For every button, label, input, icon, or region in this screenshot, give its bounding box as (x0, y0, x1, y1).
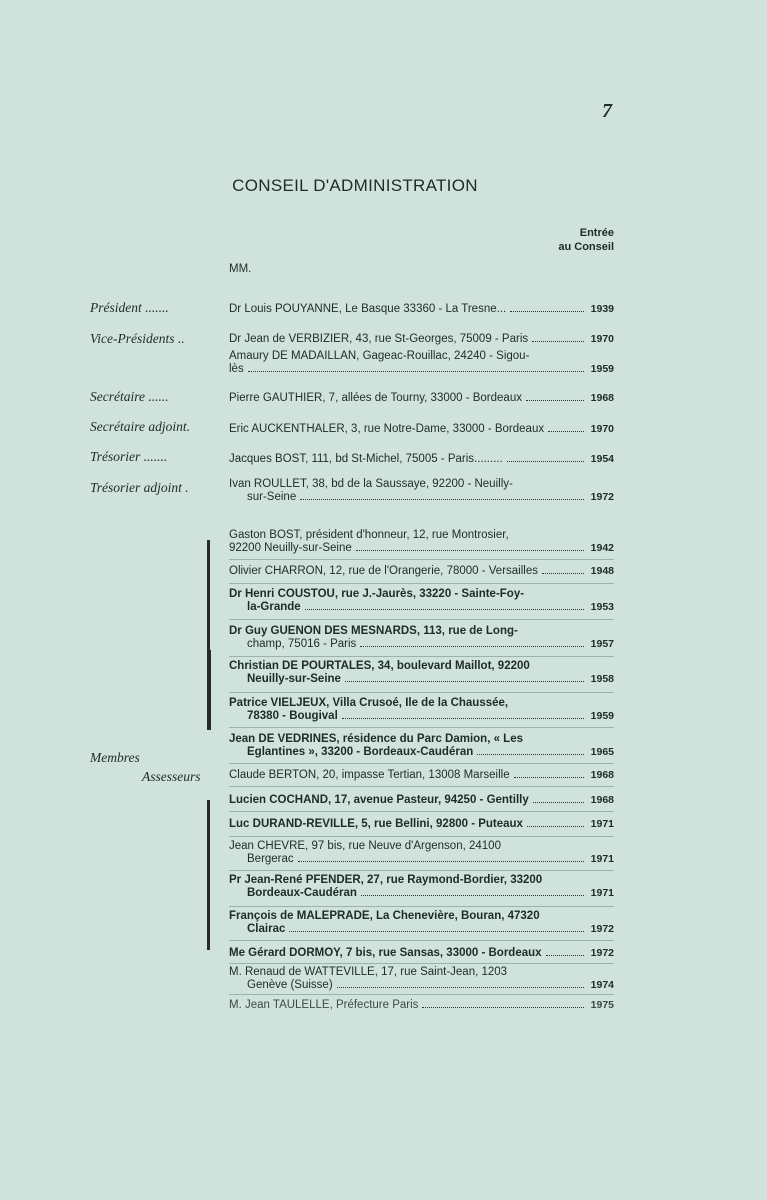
member-name: Pr Jean-René PFENDER, 27, rue Raymond-Bordier, 33200 (229, 874, 543, 886)
mm-label: MM. (229, 263, 252, 275)
role-tresorier-adjoint: Trésorier adjoint . (90, 480, 189, 495)
member-year: 1942 (590, 542, 614, 554)
row-separator (229, 963, 614, 964)
member-year: 1974 (590, 979, 614, 991)
member-year: 1968 (590, 794, 614, 806)
member-name: Christian DE POURTALES, 34, boulevard Maillot, 92200 (229, 660, 530, 672)
member-name-cont: Genève (Suisse) (247, 979, 333, 991)
member-name-cont: 92200 Neuilly-sur-Seine (229, 542, 352, 554)
officer-year: 1970 (590, 423, 614, 435)
member-name-cont: Eglantines », 33200 - Bordeaux-Caudéran (247, 746, 474, 758)
member-year: 1959 (590, 710, 614, 722)
officer-entry (229, 453, 614, 466)
row-separator (229, 836, 614, 837)
officer-entry (229, 303, 614, 316)
member-entry (229, 874, 614, 900)
member-year: 1958 (590, 673, 614, 685)
member-year: 1975 (590, 999, 614, 1011)
bracket-line (207, 540, 210, 650)
page-number: 7 (602, 100, 612, 122)
member-name: Jean CHEVRE, 97 bis, rue Neuve d'Argenson, 24100 (229, 840, 501, 852)
officer-name: Dr Jean de VERBIZIER, 43, rue St-Georges, 75009 - Paris (229, 333, 529, 345)
officer-year: 1970 (590, 333, 614, 345)
member-year: 1957 (590, 638, 614, 650)
member-name-cont: Bordeaux-Caudéran (247, 887, 357, 899)
officer-entry (229, 392, 614, 405)
officer-year: 1959 (590, 363, 614, 375)
officer-entry (229, 423, 614, 436)
member-name-cont: 78380 - Bougival (247, 710, 338, 722)
officer-entry (229, 333, 614, 346)
member-entry (229, 794, 614, 807)
member-year: 1968 (590, 769, 614, 781)
member-entry (229, 818, 614, 831)
member-entry (229, 660, 614, 686)
member-entry (229, 625, 614, 651)
row-separator (229, 559, 614, 560)
assesseurs-label: Assesseurs (142, 769, 201, 784)
bracket-line (207, 800, 210, 950)
officer-entry (229, 350, 614, 376)
row-separator (229, 619, 614, 620)
member-year: 1965 (590, 746, 614, 758)
member-name: Olivier CHARRON, 12, rue de l'Orangerie, 78000 - Versailles (229, 565, 538, 577)
member-name: M. Renaud de WATTEVILLE, 17, rue Saint-Jean, 1203 (229, 966, 508, 978)
member-year: 1971 (590, 887, 614, 899)
member-name: Dr Henri COUSTOU, rue J.-Jaurès, 33220 - Sainte-Foy- (229, 588, 525, 600)
row-separator (229, 786, 614, 787)
member-name: Me Gérard DORMOY, 7 bis, rue Sansas, 33000 - Bordeaux (229, 947, 542, 959)
role-secretaire: Secrétaire ...... (90, 389, 169, 404)
row-separator (229, 583, 614, 584)
row-separator (229, 870, 614, 871)
column-header-line-2: au Conseil (558, 241, 614, 253)
role-secretaire-adjoint: Secrétaire adjoint. (90, 419, 190, 434)
officer-year: 1954 (590, 453, 614, 465)
member-name: Lucien COCHAND, 17, avenue Pasteur, 94250 - Gentilly (229, 794, 529, 806)
page-title (0, 176, 710, 196)
member-entry (229, 733, 614, 759)
member-entry (229, 588, 614, 614)
membres-label: Membres (90, 750, 140, 765)
member-entry (229, 947, 614, 960)
member-name: Luc DURAND-REVILLE, 5, rue Bellini, 92800 - Puteaux (229, 818, 523, 830)
member-name-cont: Neuilly-sur-Seine (247, 673, 341, 685)
member-name: Dr Guy GUENON DES MESNARDS, 113, rue de Long- (229, 625, 518, 637)
member-name: Gaston BOST, président d'honneur, 12, rue Montrosier, (229, 529, 509, 541)
role-tresorier: Trésorier ....... (90, 449, 168, 464)
member-name: Jean DE VEDRINES, résidence du Parc Damion, « Les (229, 733, 523, 745)
member-year: 1953 (590, 601, 614, 613)
row-separator (229, 994, 614, 995)
row-separator (229, 692, 614, 693)
member-name: Claude BERTON, 20, impasse Tertian, 13008 Marseille (229, 769, 510, 781)
member-entry (229, 697, 614, 723)
column-header-line-1: Entrée (579, 227, 614, 239)
officer-name-cont: lès (229, 363, 244, 375)
officer-name: Jacques BOST, 111, bd St-Michel, 75005 - Paris......... (229, 453, 503, 465)
member-name: François de MALEPRADE, La Chenevière, Bouran, 47320 (229, 910, 540, 922)
member-name-cont: Bergerac (247, 853, 294, 865)
member-entry (229, 999, 614, 1012)
member-name: M. Jean TAULELLE, Préfecture Paris (229, 999, 419, 1011)
officer-year: 1968 (590, 392, 614, 404)
member-entry (229, 565, 614, 578)
member-year: 1971 (590, 818, 614, 830)
member-year: 1972 (590, 947, 614, 959)
member-year: 1972 (590, 923, 614, 935)
row-separator (229, 906, 614, 907)
officer-name: Pierre GAUTHIER, 7, allées de Tourny, 33000 - Bordeaux (229, 392, 522, 404)
row-separator (229, 727, 614, 728)
role-president: Président ....... (90, 300, 169, 315)
officer-year: 1972 (590, 491, 614, 503)
officer-name: Ivan ROULLET, 38, bd de la Saussaye, 92200 - Neuilly- (229, 478, 513, 490)
member-year: 1948 (590, 565, 614, 577)
row-separator (229, 811, 614, 812)
member-name: Patrice VIELJEUX, Villa Crusoé, Ile de la Chaussée, (229, 697, 509, 709)
member-entry (229, 840, 614, 866)
officer-entry (229, 478, 614, 504)
row-separator (229, 940, 614, 941)
member-entry (229, 529, 614, 555)
officer-name: Dr Louis POUYANNE, Le Basque 33360 - La Tresne... (229, 303, 507, 315)
member-name-cont: Clairac (247, 923, 286, 935)
bracket-line (207, 650, 211, 730)
member-entry (229, 910, 614, 936)
member-name-cont: champ, 75016 - Paris (247, 638, 357, 650)
officer-name: Eric AUCKENTHALER, 3, rue Notre-Dame, 33000 - Bordeaux (229, 423, 545, 435)
officer-year: 1939 (590, 303, 614, 315)
row-separator (229, 763, 614, 764)
member-name-cont: la-Grande (247, 601, 301, 613)
officer-name: Amaury DE MADAILLAN, Gageac-Rouillac, 24240 - Sigou- (229, 350, 530, 362)
page-title-text: CONSEIL D'ADMINISTRATION (232, 176, 478, 195)
member-year: 1971 (590, 853, 614, 865)
column-header (520, 226, 614, 254)
officer-name-cont: sur-Seine (247, 491, 297, 503)
role-vice-presidents: Vice-Présidents .. (90, 331, 185, 346)
member-entry (229, 966, 614, 992)
member-entry (229, 769, 614, 782)
row-separator (229, 656, 614, 657)
